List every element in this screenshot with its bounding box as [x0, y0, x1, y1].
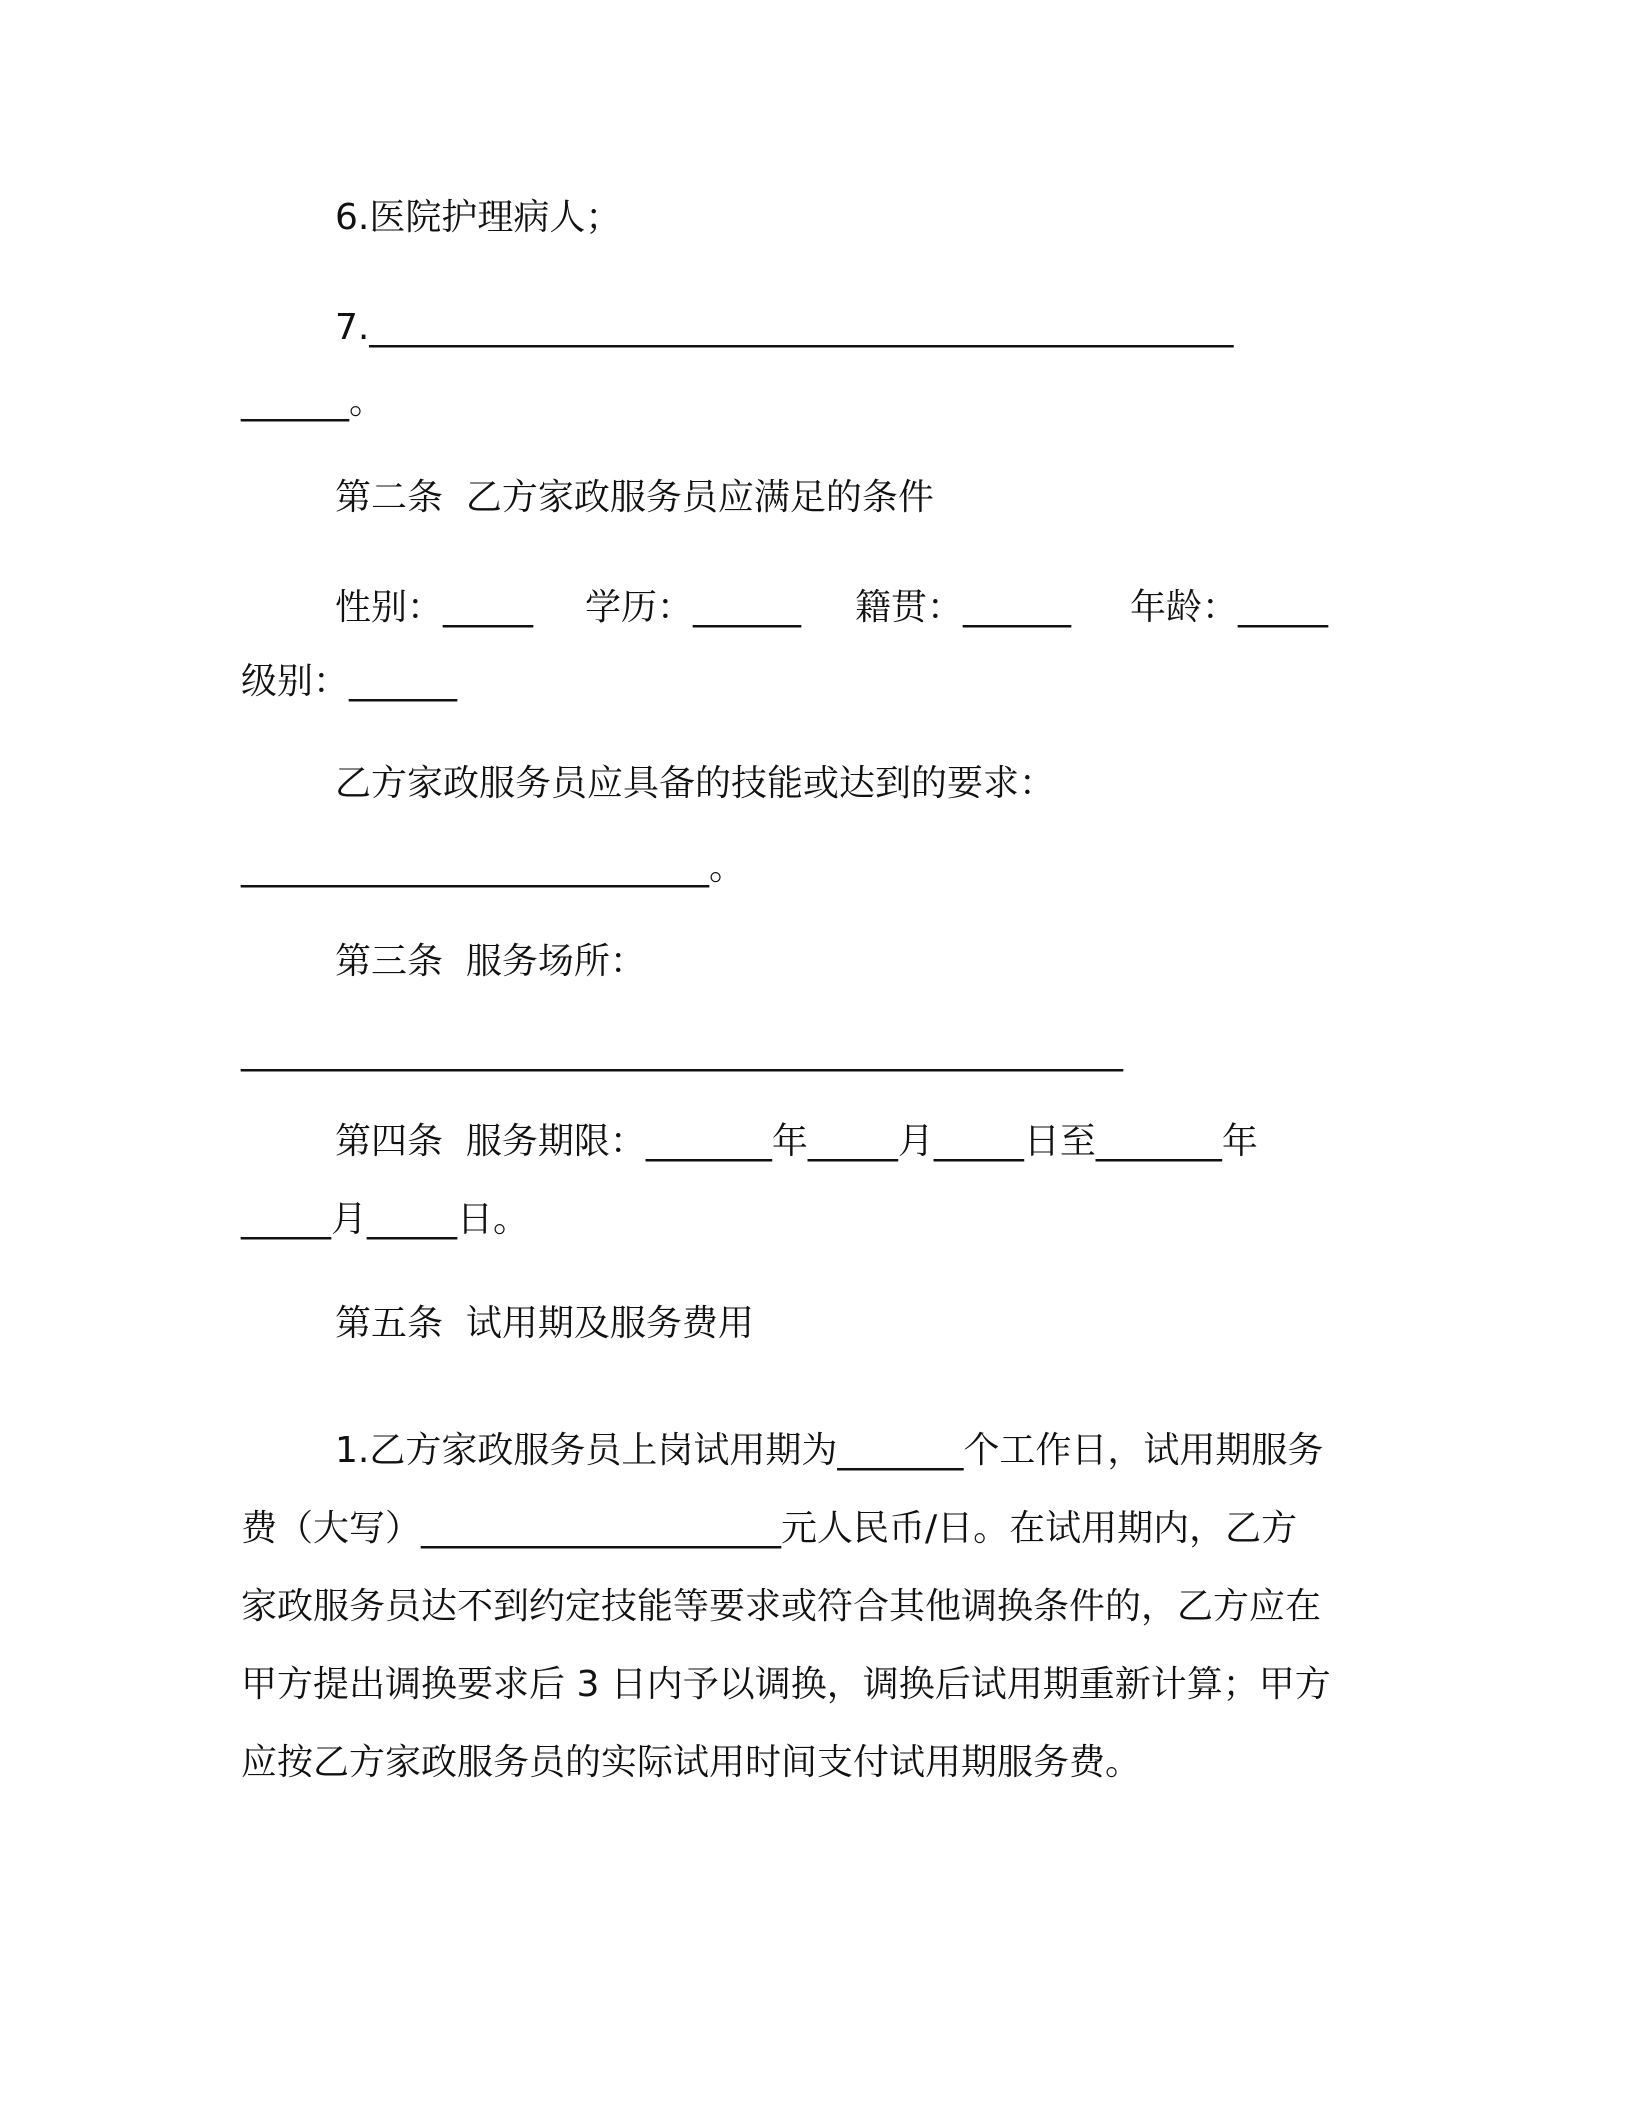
article-5-line: 应按乙方家政服务员的实际试用时间支付试用期服务费。	[241, 1742, 1142, 1783]
article-4-line-2: _____月_____日。	[241, 1199, 530, 1240]
item-7-line-1: 7.________________________________________________	[335, 307, 1234, 348]
level-field: 级别：______	[241, 661, 458, 702]
article-5-paragraph	[241, 1412, 1381, 1802]
native-place-field: 籍贯：______	[855, 587, 1072, 628]
skills-blank: __________________________。	[241, 847, 745, 888]
gender-field: 性别：_____	[335, 587, 534, 628]
skills-label: 乙方家政服务员应具备的技能或达到的要求：	[335, 763, 1056, 804]
education-field: 学历：______	[585, 587, 802, 628]
age-field: 年龄：_____	[1130, 587, 1329, 628]
article-3-title: 第三条 服务场所：	[335, 941, 646, 982]
article-5-line: 甲方提出调换要求后 3 日内予以调换，调换后试用期重新计算；甲方	[241, 1664, 1331, 1705]
item-6: 6.医院护理病人；	[335, 197, 622, 238]
condition-fields	[335, 586, 1375, 630]
article-5-line: 1.乙方家政服务员上岗试用期为_______个工作日，试用期服务	[335, 1430, 1324, 1471]
article-5-title: 第五条 试用期及服务费用	[335, 1303, 754, 1344]
article-5-line: 家政服务员达不到约定技能等要求或符合其他调换条件的，乙方应在	[241, 1586, 1322, 1627]
article-3-blank: _________________________________________________	[241, 1031, 1123, 1072]
article-5-line: 费（大写）____________________元人民币/日。在试用期内，乙方	[241, 1508, 1298, 1549]
article-4-line-1: 第四条 服务期限：_______年_____月_____日至_______年	[335, 1121, 1258, 1162]
item-7-line-2: ______。	[241, 381, 386, 422]
article-2-title: 第二条 乙方家政服务员应满足的条件	[335, 477, 934, 518]
